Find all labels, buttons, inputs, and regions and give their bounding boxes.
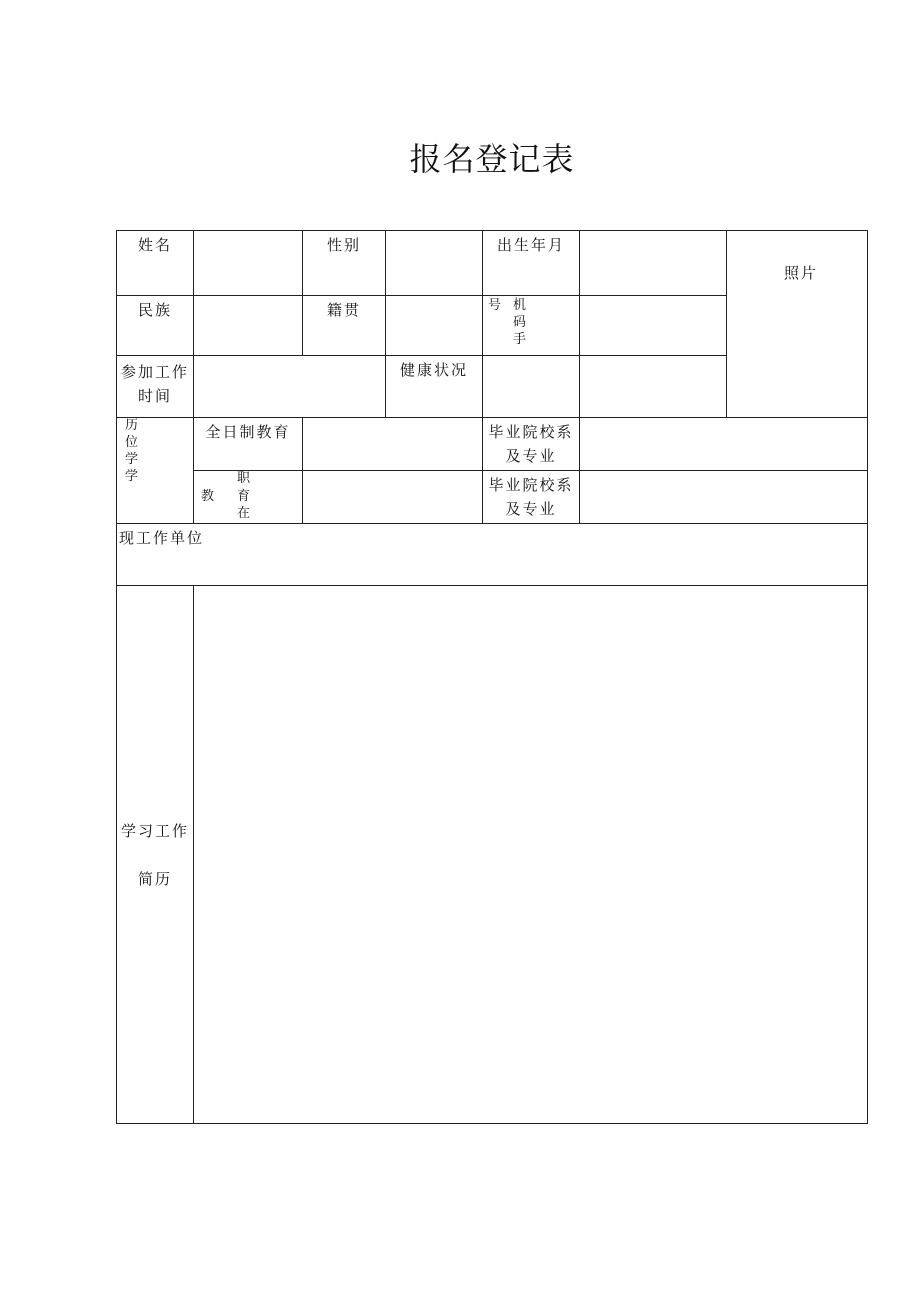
health-extra-field[interactable] [580, 356, 727, 418]
phone-label-ji: 机 [513, 298, 527, 313]
name-label: 姓名 [117, 231, 194, 296]
current-employer-label: 现工作单位 [119, 529, 205, 547]
education-label-xue1: 学 [125, 452, 139, 467]
photo-label: 照片 [783, 264, 818, 282]
work-start-label [117, 356, 194, 418]
resume-label [117, 586, 194, 1124]
current-employer-field[interactable] [117, 524, 868, 586]
native-place-field[interactable] [386, 296, 483, 356]
grad-school-1-label-line1: 毕业院校系 [488, 423, 574, 441]
work-start-label-line2: 时间 [137, 387, 172, 405]
grad-school-2-label-line1: 毕业院校系 [488, 476, 574, 494]
inservice-label-zhi: 职 [237, 471, 251, 486]
phone-label-ma: 码 [513, 315, 527, 330]
page-title: 报名登记表 [409, 140, 575, 178]
birth-label: 出生年月 [483, 231, 580, 296]
phone-label [483, 296, 580, 356]
photo-box[interactable] [727, 231, 868, 418]
birth-field[interactable] [580, 231, 727, 296]
gender-field[interactable] [386, 231, 483, 296]
inservice-label-jiao: 教 [201, 489, 215, 504]
gender-label: 性别 [303, 231, 386, 296]
registration-form-table [116, 230, 868, 1124]
inservice-education-field[interactable] [303, 471, 483, 524]
resume-label-line1: 学习工作 [120, 821, 189, 840]
health-label: 健康状况 [386, 356, 483, 418]
resume-field[interactable] [194, 586, 868, 1124]
fulltime-education-label: 全日制教育 [194, 418, 303, 471]
education-label-xue2: 学 [125, 469, 139, 484]
phone-field[interactable] [580, 296, 727, 356]
inservice-label-zai: 在 [237, 506, 251, 521]
grad-school-1-label-line2: 及专业 [505, 447, 557, 465]
inservice-education-label [194, 471, 303, 524]
grad-school-2-label-line2: 及专业 [505, 500, 557, 518]
education-label-wei: 位 [125, 435, 139, 450]
education-label-li: 历 [125, 418, 139, 433]
ethnicity-label: 民族 [117, 296, 194, 356]
phone-label-hao: 号 [488, 298, 502, 313]
fulltime-education-field[interactable] [303, 418, 483, 471]
grad-school-1-field[interactable] [580, 418, 868, 471]
ethnicity-field[interactable] [194, 296, 303, 356]
health-field[interactable] [483, 356, 580, 418]
education-label [117, 418, 194, 524]
grad-school-2-label [483, 471, 580, 524]
grad-school-1-label [483, 418, 580, 471]
native-place-label: 籍贯 [303, 296, 386, 356]
name-field[interactable] [194, 231, 303, 296]
work-start-label-line1: 参加工作 [120, 363, 189, 381]
phone-label-shou: 手 [513, 332, 527, 347]
resume-label-line2: 简历 [137, 869, 172, 888]
grad-school-2-field[interactable] [580, 471, 868, 524]
work-start-field[interactable] [194, 356, 386, 418]
inservice-label-yu: 育 [237, 489, 251, 504]
